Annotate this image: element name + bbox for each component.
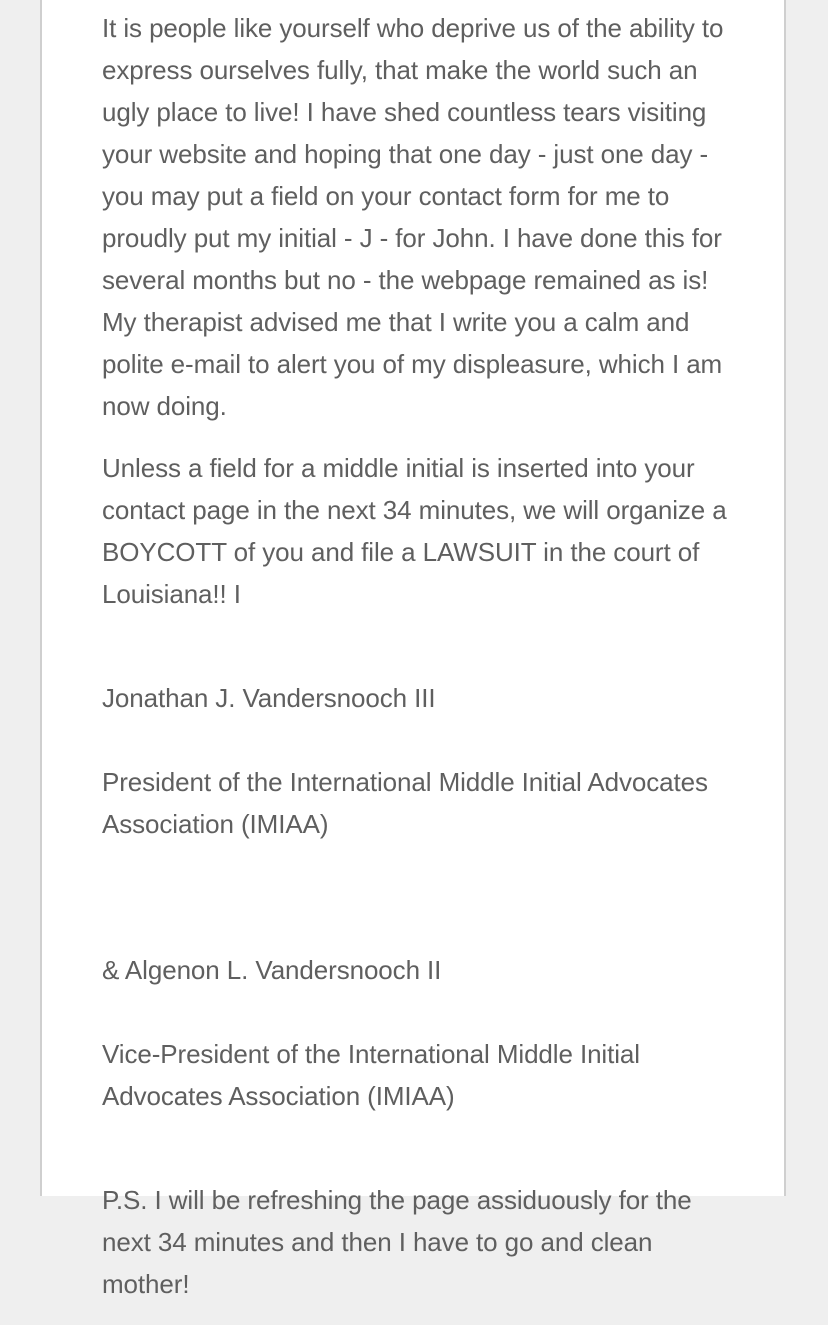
signature-president-title: President of the International Middle Initial Advocates Association (IMIAA) (102, 767, 708, 839)
postscript: P.S. I will be refreshing the page assiduously for the next 34 minutes and then I have to go and clean mother! (102, 1185, 692, 1299)
paragraph-ultimatum: Unless a field for a middle initial is inserted into your contact page in the next 34 minutes, we will organize a BOYCOTT of you and file a LAWSUIT in the court of Louisiana!! I (102, 453, 727, 609)
signature-vice-president-title: Vice-President of the International Middle Initial Advocates Association (IMIAA) (102, 1039, 640, 1111)
signature-vice-president-name: & Algenon L. Vandersnooch II (102, 955, 442, 985)
signature-vice-president (102, 907, 742, 1159)
paragraph-complaint: It is people like yourself who deprive us of the ability to express ourselves fully, that make the world such an ugly place to live! I have shed countless tears visiting your website and hoping that one day - just one day - you may put a field on your contact form for me to proudly put my initial - J - for John. I have done this for several months but no - the webpage remained as is! My therapist advised me that I write you a calm and polite e-mail to alert you of my displeasure, which I am now doing. (102, 13, 724, 421)
left-margin (0, 0, 40, 1196)
right-margin (788, 0, 828, 1196)
email-content (102, 7, 742, 1325)
signature-president-name: Jonathan J. Vandersnooch III (102, 683, 436, 713)
signature-president (102, 635, 742, 887)
